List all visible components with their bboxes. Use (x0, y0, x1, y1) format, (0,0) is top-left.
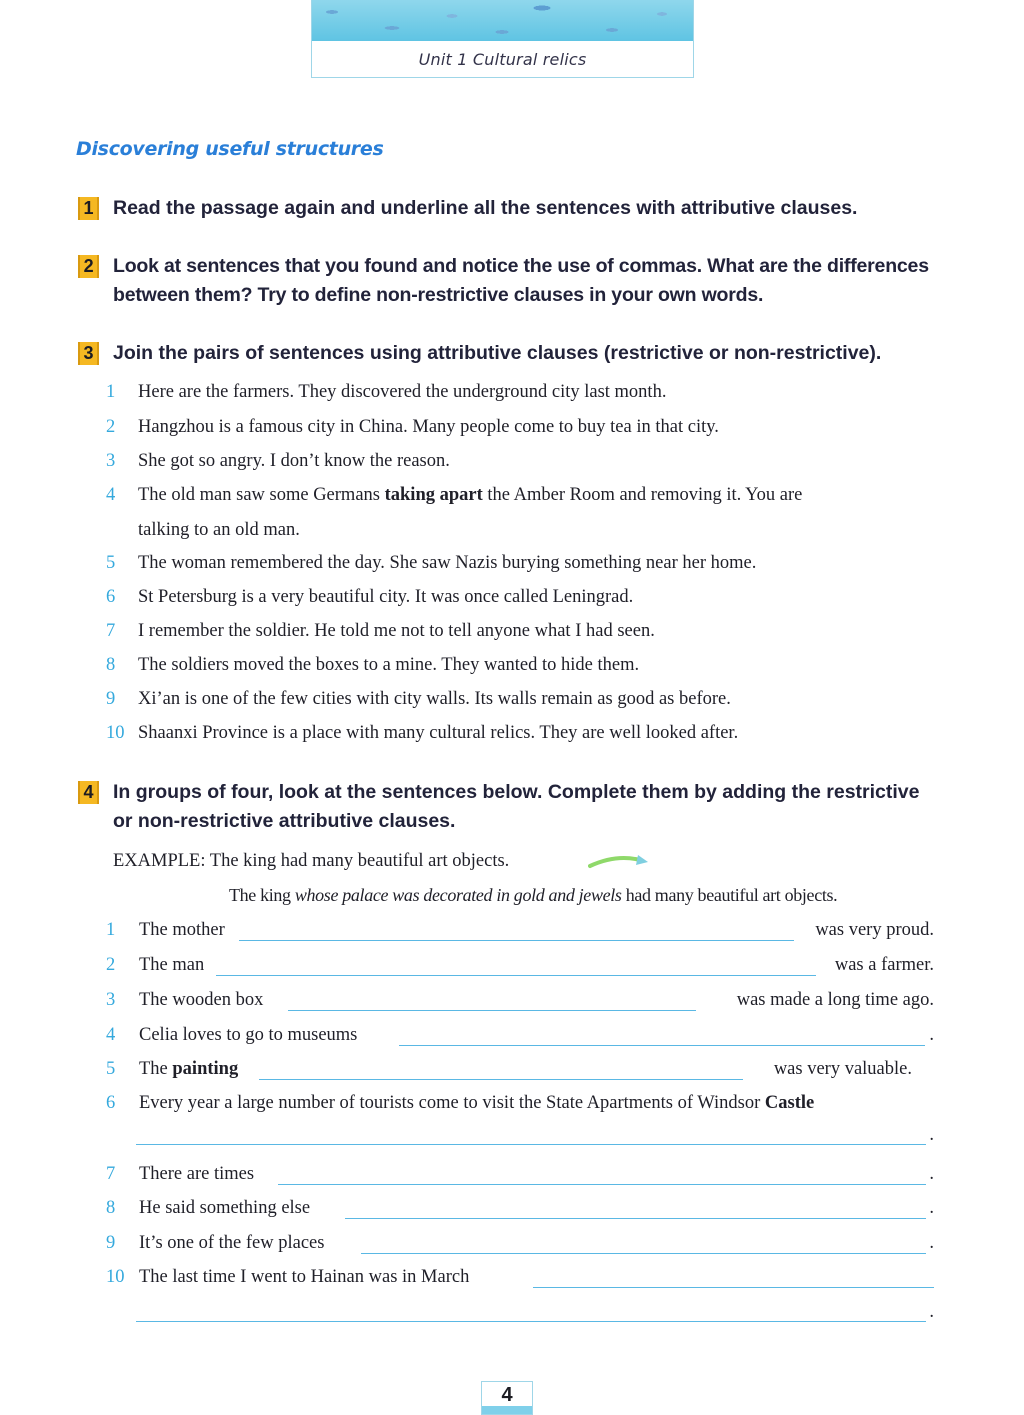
list-item (106, 587, 936, 621)
fill-item (106, 990, 934, 1020)
item-number: 2 (106, 417, 116, 437)
task-instruction: Join the pairs of sentences using attributive clauses (restrictive or non-restrictive). (113, 342, 882, 364)
task-instruction: Look at sentences that you found and notice the use of commas. What are the differences between them? Try to define non-restrictive clauses in your own words. (113, 255, 929, 306)
water-drops-image (312, 0, 693, 41)
task-number-badge: 1 (78, 197, 99, 220)
task-2 (78, 252, 938, 310)
answer-blank[interactable] (345, 1218, 926, 1219)
item-tail-text: was very valuable. (773, 1059, 912, 1079)
example-answer: The king whose palace was decorated in gold and jewels had many beautiful art objects. (229, 885, 838, 905)
item-text: The woman remembered the day. She saw Nazis burying something near her home. (138, 553, 757, 573)
list-item (106, 451, 936, 485)
item-tail-text: was made a long time ago. (736, 990, 934, 1010)
item-number: 3 (106, 990, 116, 1010)
answer-blank[interactable] (361, 1253, 926, 1254)
item-number: 7 (106, 1164, 116, 1184)
answer-blank[interactable] (216, 975, 816, 976)
item-text: Here are the farmers. They discovered the underground city last month. (138, 382, 667, 402)
item-lead-text: It’s one of the few places (139, 1233, 325, 1253)
task-number-badge: 4 (78, 781, 99, 804)
item-text: The old man saw some Germans taking apart the Amber Room and removing it. You are (138, 485, 803, 505)
fill-item (106, 1198, 934, 1228)
list-item (106, 382, 936, 416)
item-number: 10 (106, 723, 125, 743)
item-lead-text: Every year a large number of tourists come to visit the State Apartments of Windsor Castle (139, 1093, 815, 1113)
answer-blank[interactable] (399, 1045, 925, 1046)
item-lead-text: The wooden box (139, 990, 264, 1010)
item-text: Shaanxi Province is a place with many cultural relics. They are well looked after. (138, 723, 739, 743)
item-number: 9 (106, 1233, 116, 1253)
list-item (106, 723, 936, 757)
fill-item (106, 1267, 934, 1327)
fill-item (106, 1093, 934, 1153)
item-lead-text: Celia loves to go to museums (139, 1025, 358, 1045)
list-item (106, 689, 936, 723)
list-item (106, 621, 936, 655)
item-text: Hangzhou is a famous city in China. Many people come to buy tea in that city. (138, 417, 719, 437)
answer-blank[interactable] (239, 940, 794, 941)
list-item (106, 485, 936, 553)
fill-item (106, 1233, 934, 1263)
item-number: 10 (106, 1267, 125, 1287)
list-item (106, 655, 936, 689)
item-number: 6 (106, 1093, 116, 1113)
item-text: She got so angry. I don’t know the reason. (138, 451, 450, 471)
item-lead-text: There are times (139, 1164, 255, 1184)
task-number-badge: 3 (78, 342, 99, 365)
example-label: EXAMPLE: The king had many beautiful art objects. (113, 851, 510, 871)
item-text-continued: talking to an old man. (138, 520, 300, 540)
answer-blank[interactable] (278, 1184, 926, 1185)
task-3 (78, 339, 938, 368)
item-tail-text: was very proud. (815, 920, 934, 940)
item-tail-text: . (929, 1302, 934, 1322)
item-number: 4 (106, 1025, 116, 1045)
item-number: 1 (106, 382, 116, 402)
item-lead-text: The painting (139, 1059, 239, 1079)
unit-title: Unit 1 Cultural relics (418, 50, 587, 69)
item-text: Xi’an is one of the few cities with city walls. Its walls remain as good as before. (138, 689, 731, 709)
answer-blank[interactable] (533, 1287, 934, 1288)
fill-item (106, 920, 934, 950)
item-number: 3 (106, 451, 116, 471)
item-tail-text: . (929, 1125, 934, 1145)
item-lead-text: He said something else (139, 1198, 311, 1218)
task-instruction: Read the passage again and underline all the sentences with attributive clauses. (113, 197, 858, 219)
item-number: 6 (106, 587, 116, 607)
item-tail-text: . (929, 1233, 934, 1253)
item-tail-text: . (929, 1025, 934, 1045)
fill-item (106, 1025, 934, 1055)
unit-banner (311, 0, 694, 78)
item-text: St Petersburg is a very beautiful city. It was once called Leningrad. (138, 587, 634, 607)
item-lead-text: The man (139, 955, 205, 975)
arrow-icon (588, 852, 650, 870)
fill-item (106, 1059, 912, 1089)
item-lead-text: The mother (139, 920, 225, 940)
answer-blank[interactable] (288, 1010, 696, 1011)
task-1 (78, 194, 938, 223)
section-heading: Discovering useful structures (76, 138, 384, 160)
fill-item (106, 955, 934, 985)
task-4 (78, 778, 938, 836)
item-tail-text: . (929, 1164, 934, 1184)
item-number: 8 (106, 1198, 116, 1218)
fill-item (106, 1164, 934, 1194)
item-number: 4 (106, 485, 116, 505)
item-text: The soldiers moved the boxes to a mine. They wanted to hide them. (138, 655, 640, 675)
answer-blank-continued[interactable] (136, 1321, 926, 1322)
task-number-badge: 2 (78, 255, 99, 278)
task-instruction: In groups of four, look at the sentences below. Complete them by adding the restrictive or non-restrictive attributive clauses. (113, 781, 920, 832)
item-lead-text: The last time I went to Hainan was in March (139, 1267, 470, 1287)
item-number: 5 (106, 1059, 116, 1079)
item-number: 7 (106, 621, 116, 641)
item-number: 9 (106, 689, 116, 709)
item-tail-text: . (929, 1198, 934, 1218)
list-item (106, 553, 936, 587)
item-tail-text: was a farmer. (834, 955, 934, 975)
item-number: 1 (106, 920, 116, 940)
item-text: I remember the soldier. He told me not to tell anyone what I had seen. (138, 621, 655, 641)
list-item (106, 417, 936, 451)
page-number: 4 (481, 1381, 533, 1415)
item-number: 5 (106, 553, 116, 573)
item-number: 2 (106, 955, 116, 975)
answer-blank[interactable] (136, 1144, 926, 1145)
answer-blank[interactable] (259, 1079, 743, 1080)
item-number: 8 (106, 655, 116, 675)
